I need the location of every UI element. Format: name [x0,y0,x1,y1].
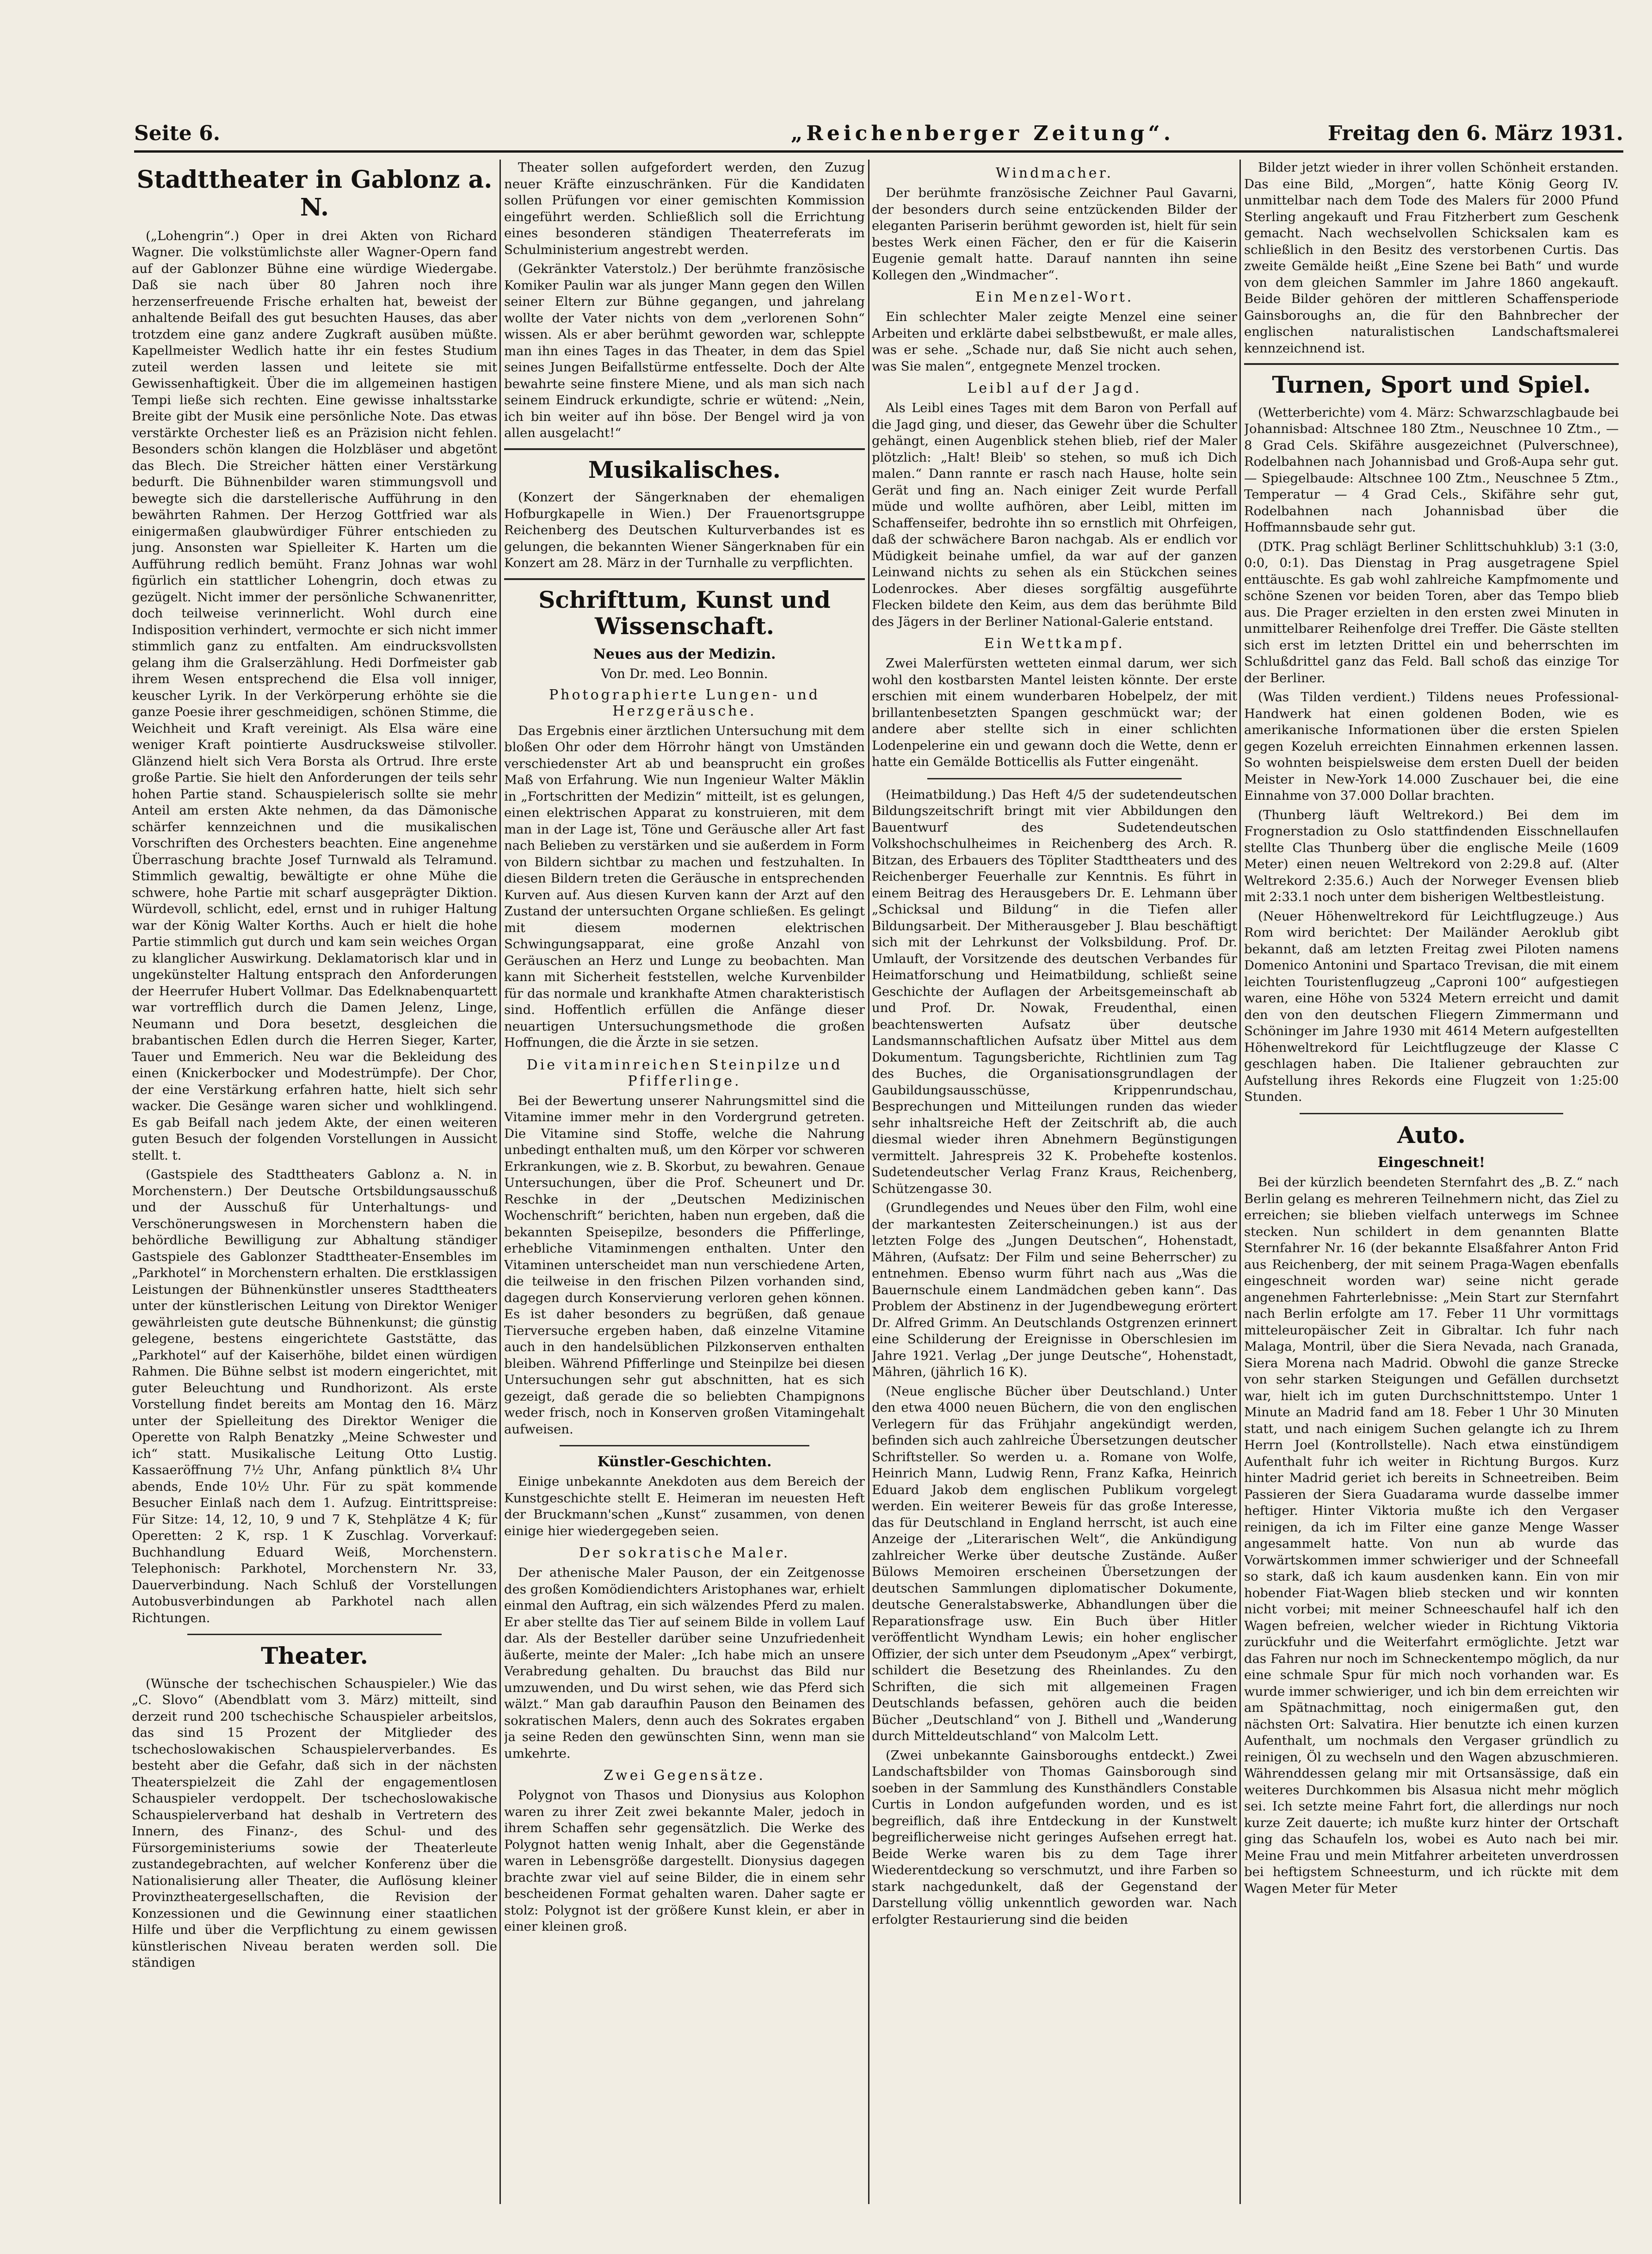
article-medizin: Das Ergebnis einer ärztlichen Untersuchung mit dem bloßen Ohr oder dem Hörrohr hängt von Umständen verschiedenster Art ab und beansprucht ein großes Maß von Erfahrung. Wie nun Ingenieur Walter Mäklin in „Fortschritten der Medizin“ mitteilt, ist es gelungen, einen elektrischen Apparat zu konstruieren, mit dem man in der Lage ist, Töne und Geräusche aller Art fast nach Belieben zu verstärken und sie außerdem in Form von Bildern sichtbar zu machen und festzuhalten. In diesen Bildern treten die Geräusche in entsprechenden Kurven auf. Aus diesen Kurven kann der Arzt auf den Zustand der untersuchten Organe schließen. Es gelingt mit diesem modernen elektrischen Schwingungsapparat, eine große Anzahl von Geräuschen an Herz und Lunge zu beobachten. Man kann mit Sicherheit feststellen, welche Kurvenbilder für das normale und krankhafte Atmen charakteristisch sind. Hoffentlich erfüllen die Anfänge dieser neuartigen Untersuchungsmethode die großen Hoffnungen, die die Ärzte in sie setzen. [504,723,865,1050]
divider [560,1445,809,1446]
article-sokratisch: Der athenische Maler Pauson, der ein Zeitgenosse des großen Komödiendichters Aristophanes war, erhielt einmal den Auftrag, ein sich wälzendes Pferd zu malen. Er aber stellte das Tier auf seinem Bilde in vollem Lauf dar. Als der Besteller darüber seine Unzufriedenheit äußerte, meinte der Maler: „Ich habe mich an unsere Verabredung gehalten. Du brauchst das Bild nur umzuwenden, und Du wirst sehen, wie das Pferd sich wälzt.“ Man gab daraufhin Pauson den Beinamen des sokratischen Malers, denn auch des Sokrates ergaben ja seine Reden den gewünschten Sinn, wenn man sie umkehrte. [504,1565,865,1761]
section-title: Turnen, Sport und Spiel. [1272,371,1591,398]
article-film: (Grundlegendes und Neues über den Film, wohl eine der markantesten Zeiterscheinungen.) ist aus der letzten Folge des „Jungen Deutschen“, Hohenstadt, Mähren, (Aufsatz: Der Film und seine Beherrscher) zu entnehmen. Ebenso wurm führt nach aus „Was die Bauernschule einem Landmädchen geben kann“. Das Problem der Abstinenz in der Jugendbewegung erörtert Dr. Alfred Grimm. An Deutschlands Ostgrenzen erinnert eine Schilderung der Ereignisse in Oberschlesien im Jahre 1921. Verlag „Der junge Deutsche“, Hohenstadt, Mähren, (jährlich 16 K). [872,1200,1237,1379]
article-kuenstler: Einige unbekannte Anekdoten aus dem Bereich der Kunstgeschichte stellt E. Heimeran im neuesten Heft der Bruckmann'schen „Kunst“ zusammen, von denen einige hier wiedergegeben seien. [504,1474,865,1538]
article-heading: Ein Wettkampf. [984,636,1125,652]
article-wetterberichte: (Wetterberichte) vom 4. März: Schwarzschlagbaude bei Johannisbad: Altschnee 180 Ztm., Neuschnee 10 Ztm., — 8 Grad Cels. Skifähre ausgezeichnet (Pulverschnee), Rodelbahnen nach Johannisbad und Groß-Aupa sehr gut. — Spiegelbaude: Altschnee 100 Ztm., Neuschnee 5 Ztm., Temperatur — 4 Grad Cels., Skifähre sehr gut, Rodelbahnen nach Johannisbad über die Hoffmannsbaude sehr gut. [1244,405,1619,535]
article-heading: Leibl auf der Jagd. [967,380,1142,396]
page-header [134,118,1623,153]
article-gastspiele: (Gastspiele des Stadttheaters Gablonz a. N. in Morchenstern.) Der Deutsche Ortsbildungsausschuß und der Ausschuß für Unterhaltungs- und Verschönerungswesen in Morchenstern haben die behördliche Bewilligung zur Abhaltung ständiger Gastspiele des Gablonzer Stadttheater-Ensembles im „Parkhotel“ in Morchenstern erhalten. Die erstklassigen Leistungen der Bühnenkünstler unseres Stadttheaters unter der künstlerischen Leitung von Direktor Weniger gewährleisten gute deutsche Bühnenkunst; die günstig gelegene, bestens eingerichtete Gaststätte, das „Parkhotel“ auf der Kaiserhöhe, bildet einen würdigen Rahmen. Die Bühne selbst ist modern eingerichtet, mit guter Beleuchtung und Rundhorizont. Als erste Vorstellung findet bereits am Montag den 16. März unter der Spielleitung des Direktor Weniger die Operette von Ralph Benatzky „Meine Schwester und ich“ statt. Musikalische Leitung Otto Lustig. Kassaeröffnung 7½ Uhr, Anfang pünktlich 8¼ Uhr abends, Ende 10½ Uhr. Für zu spät kommende Besucher Einlaß nach dem 1. Aufzug. Eintrittspreise: Für Sitze: 14, 12, 10, 9 und 7 K, Stehplätze 4 K; für Operetten: 2 K, rsp. 1 K Zuschlag. Vorverkauf: Buchhandlung Eduard Weiß, Morchenstern. Telephonisch: Parkhotel, Morchenstern Nr. 33, Dauerverbindung. Nach Schluß der Vorstellungen Autobusverbindungen ab Parkhotel nach allen Richtungen. [132,1167,497,1625]
byline: Von Dr. med. Leo Bonnin. [601,666,768,681]
section-title: Auto. [1397,1121,1466,1149]
article-wettkampf: Zwei Malerfürsten wetteten einmal darum, wer sich wohl den kostbarsten Mantel leisten könnte. Der erste erschien mit einem wunderbaren Hobelpelz, der mit brillantenbesetzten Spangen geschmückt war; der andere aber stellte sich in einer schlichten Lodenpelerine ein und gewann doch die Wette, denn er hatte ein Gemälde Botticellis als Futter eingenäht. [872,656,1237,769]
article-tilden: (Was Tilden verdient.) Tildens neues Professional-Handwerk hat einen goldenen Boden, wie es amerikanische Informationen über die ersten Spielen gegen Kozeluh erreichten Einnahmen erkennen lassen. So wohnten beispielsweise dem ersten Duell der beiden Meister in New-York 14.000 Zuschauer bei, die eine Einnahme von 37.000 Dollar brachten. [1244,690,1619,803]
article-leibl: Als Leibl eines Tages mit dem Baron von Perfall auf die Jagd ging, und dieser, das Gewehr über die Schulter gehängt, einen Augenblick stehen blieb, rief der Maler plötzlich: „Halt! Bleib' so stehen, so muß ich Dich malen.“ Dann rannte er rasch nach Hause, holte sein Gerät und fing an. Nach einiger Zeit wurde Perfall müde und wollte aufhören, aber Leibl, mitten im Schaffenseifer, bedrohte ihn so ernstlich mit Ohrfeigen, daß der schwächere Baron nachgab. Als er endlich vor Müdigkeit beinahe umfiel, da war auf der ganzen Leinwand nichts zu sehen als ein Stückchen seines Lodenrockes. Aber dieses sorgfältig ausgeführte Flecken bildete den Keim, aus dem das berühmte Bild des Jägers in der Berliner National-Galerie entstand. [872,401,1237,629]
column-4 [1244,160,1619,2204]
article-subtitle: Eingeschneit! [1377,1155,1486,1171]
divider [187,1634,442,1635]
article-heading: Der sokratische Maler. [579,1545,790,1561]
article-lohengrin: („Lohengrin“.) Oper in drei Akten von Richard Wagner. Die volkstümlichste aller Wagner-Opern fand auf der Gablonzer Bühne eine würdige Wiedergabe. Daß sie nach über 80 Jahren noch ihre herzenserfreuende Frische erhalten hat, beweist der anhaltende Beifall des gut besuchten Hauses, das aber trotzdem eine ganz andere Zugkraft ausüben müßte. Kapellmeister Wedlich hatte ihr ein festes Studium zuteil werden lassen und leitete sie mit Gewissenhaftigkeit. Über die im allgemeinen hastigen Tempi ließe sich rechten. Eine gewisse inhaltsstarke Breite gibt der Musik eine persönliche Note. Das etwas verstärkte Orchester ließ es an Präzision nicht fehlen. Besonders schön klangen die Holzbläser und abgetönt das Blech. Die Streicher hätten einer Verstärkung bedurft. Die Bühnenbilder waren stimmungsvoll und bewegte sich die darstellerische Aufführung in den bewährten Rahmen. Der Herzog Gottfried war als einigermaßen glaubwürdiger Führer entschieden zu jung. Ansonsten war Spielleiter K. Harten um die Aufführung redlich bemüht. Franz Johnas war wohl figürlich ein stattlicher Lohengrin, doch etwas zu gezügelt. Nicht immer der persönliche Schwanenritter, doch teilweise verinnerlicht. Wohl durch eine Indisposition verhindert, vermochte er sich nicht immer stimmlich ganz zu entfalten. Am eindrucksvollsten gelang ihm die Gralserzählung. Hedi Dorfmeister gab ihrem Wesen entsprechend die Elsa voll inniger, keuscher Lyrik. In der Verkörperung erhöhte sie die ganze Poesie ihrer geschmeidigen, schönen Stimme, die Weichheit und Kraft vereinigt. Als Elsa wäre eine weniger Kraft pointierte Ausdrucksweise stilvoller. Glänzend hielt sich Vera Borsta als Ortrud. Ihre erste große Partie. Sie hielt den Anforderungen der teils sehr hohen Partie stand. Schauspielerisch sollte sie mehr Anteil am ersten Akte nehmen, da das Dämonische schärfer kennzeichnen und die musikalischen Vorschriften des Orchesters beachten. Eine angenehme Überraschung brachte Josef Turnwald als Telramund. Stimmlich gewaltig, bewältigte er ohne Mühe die schwere, hohe Partie mit scharf ausgeprägter Diktion. Würdevoll, schlicht, edel, ernst und in ruhiger Haltung war der König Walter Korths. Auch er hielt die hohe Partie stimmlich gut durch und kam sein weiches Organ zu klanglicher Auswirkung. Deklamatorisch klar und in ungekünstelter Haltung entsprach den Anforderungen der Heerrufer Hubert Vollmar. Das Edelknabenquartett war vortrefflich durch die Damen Jelenz, Linge, Neumann und Dora besetzt, desgleichen die brabantischen Edlen durch die Herren Sieger, Karter, Tauer und Emmerich. Neu war die Bekleidung des einen (Knickerbocker und Modestrümpfe). Der Chor, der eine Verstärkung erfahren hatte, hielt sich sehr wacker. Die Gesänge waren sicher und wohlklingend. Es gab Beifall nach jedem Akte, der einen weiteren guten Besuch der folgenden Vorstellungen in Aussicht stellt. t. [132,228,497,1163]
article-heading: Zwei Gegensätze. [604,1767,765,1784]
article-heimatbildung: (Heimatbildung.) Das Heft 4/5 der sudetendeutschen Bildungszeitschrift bringt mit vier Abbildungen den Bauentwurf des Sudetendeutschen Volkshochschulheimes in Reichenberg des Arch. R. Bitzan, des Erbauers des Töpliter Stadttheaters und des Reichenberger Feuerhalle zur Kenntnis. Es führt in einem Beitrag des Herausgebers Dr. E. Lehmann über „Schicksal und Bildung“ in die Tiefen aller Bildungsarbeit. Der Mitherausgeber J. Blau beschäftigt sich mit der Lehrkunst der Volksbildung. Prof. Dr. Umlauft, der Vorsitzende des deutschen Verbandes für Heimatforschung und Heimatbildung, schließt seine Geschichte der Auflagen der Arbeitsgemeinschaft ab und Prof. Dr. Nowak, Freudenthal, einen beachtenswerten Aufsatz über deutsche Landsmannschaftlichen Aufsatz über Mittel aus dem Dokumentum. Tagungsberichte, Richtlinien zum Tag des Buches, die Organisationsgrundlagen der Gaubildungsausschüsse, Krippenrundschau, Besprechungen und Mitteilungen runden das wieder sehr inhaltsreiche Heft der Zeitschrift ab, die auch diesmal wieder ihren Abnehmern Begünstigungen vermittelt. Jahrespreis 32 K. Probehefte kostenlos. Sudetendeutscher Verlag Franz Kraus, Reichenberg, Schützengasse 30. [872,787,1237,1196]
article-continuation: Bilder jetzt wieder in ihrer vollen Schönheit erstanden. Das eine Bild, „Morgen“, hatte König Georg IV. unmittelbar nach dem Tode des Malers für 2000 Pfund Sterling angekauft und Frau Fitzherbert zum Geschenk gemacht. Nach wechselvollen Schicksalen kam es schließlich in den Besitz des verstorbenen Curtis. Das zweite Gemälde heißt „Eine Szene bei Bath“ und wurde von dem gleichen Sammler im Jahre 1860 angekauft. Beide Bilder gehören der mittleren Schaffensperiode Gainsboroughs an, die für den Bahnbrecher der englischen naturalistischen Landschaftsmalerei kennzeichnend ist. [1244,160,1619,356]
article-continuation: Theater sollen aufgefordert werden, den Zuzug neuer Kräfte einzuschränken. Für die Kandidaten sollen Prüfungen vor einer gemischten Kommission eingeführt werden. Schließlich soll die Errichtung eines besonderen ständigen Theaterreferats im Schulministerium angestrebt werden. [504,160,865,257]
article-saengerknaben: (Konzert der Sängerknaben der ehemaligen Hofburgkapelle in Wien.) Der Frauenortsgruppe Reichenberg des Deutschen Kulturverbandes ist es gelungen, die bekannten Wiener Sängerknaben für ein Konzert am 28. März in der Turnhalle zu verpflichten. [504,490,865,570]
divider [1244,363,1619,365]
page-number: Seite 6. [134,122,221,145]
column-rule [1239,160,1241,2204]
article-eishockey: (DTK. Prag schlägt Berliner Schlittschuhklub) 3:1 (3:0, 0:0, 0:1). Das Dienstag in Prag ausgetragene Spiel enttäuschte. Es gab wohl zahlreiche Kampfmomente und schöne Szenen vor beiden Toren, aber das Tempo blieb aus. Die Prager erzielten in den ersten zwei Minuten in unmittelbarer Reihenfolge drei Treffer. Die Gäste stellten sich erst im letzten Drittel ein und beherrschten im Schlußdrittel ganz das Feld. Ball schoß das einzige Tor der Berliner. [1244,539,1619,685]
section-title: Künstler-Geschichten. [597,1454,772,1470]
article-heading: Windmacher. [995,165,1114,181]
newspaper-name: „Reichenberger Zeitung“. [791,122,1175,145]
article-sternfahrt: Bei der kürzlich beendeten Sternfahrt des „B. Z.“ nach Berlin gelang es mehreren Teilnehmern nicht, das Ziel zu erreichen; sie blieben vielfach unterwegs im Schnee stecken. Nun schildert in dem genannten Blatte Sternfahrer Nr. 16 (der bekannte Elsaßfahrer Anton Frid aus Reichenberg, der mit seinem Praga-Wagen ebenfalls eingeschneit worden war) seine nicht gerade angenehmen Fahrterlebnisse: „Mein Start zur Sternfahrt nach Berlin erfolgte am 17. Feber 11 Uhr vormittags mitteleuropäischer Zeit in Gibraltar. Ich fuhr nach Malaga, Montril, über die Siera Nevada, nach Granada, Siera Morena nach Madrid. Obwohl die ganze Strecke von sehr starken Steigungen und Gefällen durchsetzt war, hielt ich im guten Durchschnittstempo. Unter 1 Minute an Madrid fand am 18. Feber 1 Uhr 30 Minuten statt, und nach einigem Suchen gelangte ich zu Ihrem Herrn Joel (Kontrollstelle). Nach etwa einstündigem Aufenthalt fuhr ich weiter in Richtung Burgos. Kurz hinter Madrid geriet ich bereits in Schneetreiben. Beim Passieren der Siera Guadarama wurde dasselbe immer heftiger. Hinter Viktoria mußte ich den Vergaser reinigen, da ich im Filter eine ganze Menge Wasser angesammelt hatte. Von nun ab wurde das Vorwärtskommen immer schwieriger und der Schneefall so stark, daß ich kaum ausdenken kann. Ein von mir hobender Fiat-Wagen blieb stecken und wir konnten nicht vorbei; mit meiner Schneeschaufel half ich den Wagen befreien, welcher wieder in Richtung Viktoria zurückfuhr und die Weiterfahrt ermöglichte. Jetzt war das Fahren nur noch im Schneckentempo möglich, da nur eine schmale Spur für mich noch vorhanden war. Es wurde immer schwieriger, und ich bin dem erreichten wir am Spätnachmittag, noch einigermaßen gut, den nächsten Ort: Salvatira. Hier benutzte ich einen kurzen Aufenthalt, um nochmals den Vergaser gründlich zu reinigen, Öl zu wechseln und den Wagen abzuschmieren. Währenddessen gelang mir mit Ortsansässige, daß ein weiteres Durchkommen bis Alsasua nicht mehr möglich sei. Ich setzte meine Fahrt fort, die allerdings nur noch kurze Zeit dauerte; ich mußte kurz hinter der Ortschaft ging das Schaufeln los, wobei es Auto nach bei mir. Meine Frau und mein Mitfahrer arbeiteten unverdrossen bei heftigstem Schneesturm, und ich rückte mit dem Wagen Meter für Meter [1244,1175,1619,1896]
article-windmacher: Der berühmte französische Zeichner Paul Gavarni, der besonders durch seine entzückenden Bilder der eleganten Pariserin berühmt geworden ist, hielt für sein bestes Werk einen Fächer, den er für die Kaiserin Eugenie gemalt hatte. Darauf nannten ihn seine Kollegen den „Windmacher“. [872,185,1237,283]
section-title: Musikalisches. [588,456,781,483]
divider [1300,1113,1563,1114]
article-schauspieler: (Wünsche der tschechischen Schauspieler.) Wie das „C. Slovo“ (Abendblatt vom 3. März) mitteilt, sind derzeit rund 200 tschechische Schauspieler arbeitslos, das sind 15 Prozent der Mitglieder des tschechoslowakischen Schauspielerverbandes. Es besteht aber die Gefahr, daß sich in der nächsten Theaterspielzeit die Zahl der engagementlosen Schauspieler verdoppelt. Der tschechoslowakische Schauspielerverband hat deshalb in Vertretern des Innern, des Finanz-, des Schul- und des Fürsorgeministeriums sowie der Theaterleute zustandegebrachten, auf welcher Konferenz über die Nationalisierung aller Theater, die Auflösung kleiner Provinztheatergesellschaften, die Revision der Konzessionen und die Gewinnung einer staatlichen Hilfe und über die Verpflichtung zu einem gewissen künstlerischen Niveau beraten werden soll. Die ständigen [132,1676,497,1970]
column-1 [132,160,497,2204]
article-thunberg: (Thunberg läuft Weltrekord.) Bei dem im Frognerstadion zu Oslo stattfindenden Eisschnellaufen stellte Clas Thunberg über die englische Meile (1609 Meter) einen neuen Weltrekord von 2:29.8 auf. (Alter Weltrekord 2:35.6.) Auch der Norweger Evensen blieb mit 2:33.1 noch unter dem bisherigen Weltbestleistung. [1244,807,1619,904]
column-3 [872,160,1237,2204]
section-title: Stadttheater in Gablonz a. N. [136,166,493,222]
article-heading: Ein Menzel-Wort. [975,289,1134,305]
section-title: Theater. [261,1642,368,1670]
divider [504,578,865,580]
article-gainsborough: (Zwei unbekannte Gainsboroughs entdeckt.) Zwei Landschaftsbilder von Thomas Gainsborough sind soeben in der Sammlung des Kunsthändlers Constable Curtis in London aufgefunden worden, und es ist begreiflich, daß ihre Entdeckung in der Kunstwelt begreiflicherweise nicht geringes Aufsehen erregt hat. Beide Werke waren bis zu dem Tage ihrer Wiederentdeckung so verschmutzt, und ihre Farben so stark nachgedunkelt, daß der Gegenstand der Darstellung völlig unkenntlich geworden war. Nach erfolgter Restaurierung sind die beiden [872,1748,1237,1927]
column-rule [499,160,501,2204]
article-heading: Die vitaminreichen Steinpilze und Pfifferlinge. [526,1056,843,1089]
article-vaterstolz: (Gekränkter Vaterstolz.) Der berühmte französische Komiker Paulin war als junger Mann gegen den Willen seiner Eltern zur Bühne gegangen, und jahrelang wollte der Vater nichts von dem „verlorenen Sohn“ wissen. Als er aber berühmt geworden war, schleppte man ihn eines Tages in das Theater, in dem das Spiel seines Jungen Beifallstürme entfesselte. Doch der Alte bewahrte seine finstere Miene, und als man sich nach seinem Eindruck erkundigte, schrie er wütend: „Nein, ich bin weiter auf ihn böse. Der Bengel wird ja von allen ausgelacht!“ [504,261,865,440]
article-hoehenrekord: (Neuer Höhenweltrekord für Leichtflugzeuge.) Aus Rom wird berichtet: Der Mailänder Aeroklub gibt bekannt, daß am letzten Freitag zwei Piloten namens Domenico Antonini und Spartaco Trevisan, die mit einem leichten Touristenflugzeug „Caproni 100“ aufgestiegen waren, eine Höhe von 5324 Metern erreicht und damit den von den deutschen Fliegern Zimmermann und Schöninger im Jahre 1930 mit 4614 Metern aufgestellten Höhenweltrekord für Leichtflugzeuge der Klasse C geschlagen haben. Die Italiener gebrauchten zur Aufstellung ihres Rekords eine Flugzeit von 1:25:00 Stunden. [1244,908,1619,1104]
divider [927,778,1182,779]
article-subtitle: Neues aus der Medizin. [593,646,776,662]
article-buecher: (Neue englische Bücher über Deutschland.) Unter den etwa 4000 neuen Büchern, die von den englischen Verlegern für das Frühjahr angekündigt werden, befinden sich auch zahlreiche Übersetzungen deutscher Schriftsteller. So werden u. a. Romane von Wolfe, Heinrich Mann, Ludwig Renn, Franz Kafka, Heinrich Eduard Jakob dem englischen Publikum vorgelegt werden. Ein weiterer Beweis für das große Interesse, das für Deutschland in England herrscht, ist auch eine Anzeige der „Literarischen Welt“, die Ankündigung zahlreicher Werke über deutsche Zustände. Außer Bülows Memoiren erscheinen Übersetzungen der deutschen Sammlungen diplomatischer Dokumente, deutsche Generalstabswerke, Abhandlungen über die Reparationsfrage usw. Ein Buch über Hitler veröffentlicht Wyndham Lewis; ein hoher englischer Offizier, der sich unter dem Pseudonym „Apex“ verbirgt, schildert die Besetzung des Rheinlandes. Zu den Schriften, die sich mit allgemeinen Fragen Deutschlands befassen, gehören auch die beiden Bücher „Deutschland“ von J. Bithell und „Wanderung durch Mitteldeutschland“ von Malcolm Lett. [872,1383,1237,1743]
divider [504,448,865,450]
article-pilze: Bei der Bewertung unserer Nahrungsmittel sind die Vitamine immer mehr in den Vordergrund getreten. Die Vitamine sind Stoffe, welche die Nahrung unbedingt enthalten muß, um den Körper vor schweren Erkrankungen, wie z. B. Skorbut, zu bewahren. Genaue Untersuchungen, über die Prof. Scheunert und Dr. Reschke in der „Deutschen Medizinischen Wochenschrift“ berichten, haben nun ergeben, daß die bekannten Speisepilze, besonders die Pfifferlinge, erhebliche Vitaminmengen enthalten. Unter den Vitaminen unterscheidet man nun verschiedene Arten, die teilweise in den frischen Pilzen vorhanden sind, dagegen durch Konservierung verloren gehen können. Es ist daher besonders zu begrüßen, daß genaue Tierversuche ergeben haben, daß einzelne Vitamine auch in den handelsüblichen Pilzkonserven enthalten bleiben. Während Pfifferlinge und Steinpilze bei diesen Untersuchungen sehr gut abschnitten, hat es sich gezeigt, daß gerade die so beliebten Champignons weder frisch, noch in Konserven großen Vitamingehalt aufweisen. [504,1093,865,1437]
article-heading: Photographierte Lungen- und Herzgeräusche. [549,686,820,719]
article-menzel: Ein schlechter Maler zeigte Menzel eine seiner Arbeiten und erklärte dabei selbstbewußt, er male alles, was er sehe. „Schade nur, daß Sie nicht auch sehen, was Sie malen“, entgegnete Menzel trocken. [872,309,1237,374]
issue-date: Freitag den 6. März 1931. [1327,122,1623,145]
section-title: Schrifttum, Kunst und Wissenschaft. [538,586,831,640]
column-2 [504,160,865,2204]
column-rule [868,160,869,2204]
article-gegensaetze: Polygnot von Thasos und Dionysius aus Kolophon waren zu ihrer Zeit zwei bekannte Maler, jedoch in ihrem Schaffen sehr gegensätzlich. Die Werke des Polygnot hatten wenig Inhalt, aber die Gegenstände waren in Lebensgröße dargestellt. Dionysius dagegen brachte zwar viel auf seine Bilder, die in einem sehr bescheidenen Format gehalten waren. Daher sagte er stolz: Polygnot ist der größere Kunst klein, er aber in einer kleinen groß. [504,1788,865,1934]
